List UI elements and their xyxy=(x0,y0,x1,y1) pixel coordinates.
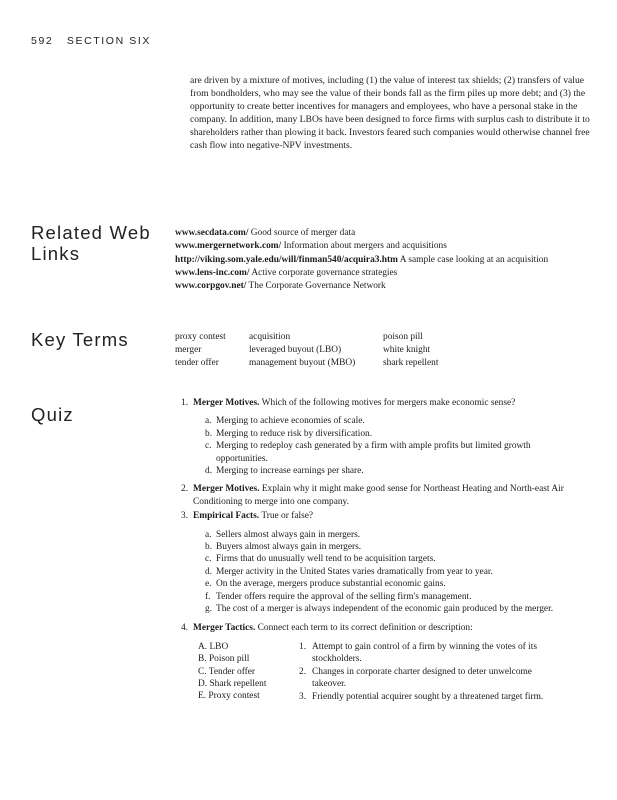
quiz-question-4 xyxy=(175,622,565,634)
match-term: B. Poison pill xyxy=(198,654,250,665)
option-letter: f. xyxy=(205,591,211,602)
link-desc: The Corporate Governance Network xyxy=(248,281,386,292)
question-title: Empirical Facts. xyxy=(193,511,260,522)
link-item xyxy=(175,240,575,253)
question-title: Merger Motives. xyxy=(193,398,260,408)
question-number: 4. xyxy=(181,622,189,633)
term: tender offer xyxy=(175,358,219,369)
option-letter: e. xyxy=(205,579,212,590)
key-terms-title: Key Terms xyxy=(31,329,129,350)
section-label: SECTION SIX xyxy=(66,35,152,47)
related-links-title: Related Web Links xyxy=(31,222,151,264)
question-title: Merger Tactics. xyxy=(193,622,256,633)
definition-number: 1. xyxy=(299,641,307,652)
definition-number: 3. xyxy=(299,691,307,702)
question-1-options xyxy=(175,415,565,477)
link-desc: A sample case looking at an acquisition xyxy=(399,254,549,265)
term: merger xyxy=(175,345,202,356)
question-text: Connect each term to its correct definition or description: xyxy=(257,622,473,633)
related-links-list xyxy=(175,227,575,293)
question-title: Merger Motives. xyxy=(193,484,260,495)
option-text: Merging to achieve economies of scale. xyxy=(216,416,365,427)
match-term: E. Proxy contest xyxy=(198,691,260,702)
definition-text: Friendly potential acquirer sought by a threatened target firm. xyxy=(312,691,544,702)
link-desc: Active corporate governance strategies xyxy=(251,267,398,278)
question-number: 3. xyxy=(181,511,189,522)
definition-text: Changes in corporate charter designed to deter unwelcome takeover. xyxy=(312,666,532,690)
option xyxy=(205,440,565,465)
link-item xyxy=(175,254,575,267)
question-number: 1. xyxy=(181,398,189,408)
definition-number: 2. xyxy=(299,666,307,677)
link-url[interactable]: www.corpgov.net/ xyxy=(175,281,247,292)
match-term: D. Shark repellent xyxy=(198,679,267,690)
question-text: True or false? xyxy=(261,511,314,522)
intro-paragraph xyxy=(190,74,590,152)
option-text: The cost of a merger is always independent of the economic gain produced by the merger. xyxy=(216,604,554,615)
option xyxy=(205,415,565,427)
term: poison pill xyxy=(383,332,423,342)
term: proxy contest xyxy=(175,332,226,342)
option-text: Buyers almost always gain in mergers. xyxy=(216,542,362,553)
option-text: Merging to increase earnings per share. xyxy=(216,466,364,477)
option-letter: a. xyxy=(205,416,212,427)
term: shark repellent xyxy=(383,358,439,369)
quiz-question-3 xyxy=(175,510,565,522)
option-letter: d. xyxy=(205,466,213,477)
option-text: Sellers almost always gain in mergers. xyxy=(216,529,361,540)
link-url[interactable]: www.secdata.com/ xyxy=(175,228,249,238)
quiz-title: Quiz xyxy=(31,404,74,425)
option-text: On the average, mergers produce substantial economic gains. xyxy=(216,579,446,590)
option xyxy=(205,566,565,578)
terms-column xyxy=(249,331,355,371)
question-3-options xyxy=(175,529,565,616)
question-number: 2. xyxy=(181,484,189,495)
terms-column xyxy=(175,331,226,371)
link-desc: Good source of merger data xyxy=(250,228,356,238)
match-definition xyxy=(299,666,561,691)
option xyxy=(205,465,565,477)
option xyxy=(205,553,565,565)
term: leveraged buyout (LBO) xyxy=(249,345,342,356)
quiz-body xyxy=(175,397,565,703)
match-definition xyxy=(299,641,561,666)
option-text: Merging to redeploy cash generated by a firm with ample profits but limited growth opportunities. xyxy=(216,441,531,464)
link-desc: Information about mergers and acquisitions xyxy=(283,241,447,252)
option-letter: b. xyxy=(205,428,213,439)
option-text: Merging to reduce risk by diversification. xyxy=(216,428,373,439)
link-item xyxy=(175,227,575,240)
option-letter: c. xyxy=(205,554,212,565)
match-term: A. LBO xyxy=(198,641,229,652)
matching-exercise xyxy=(175,641,565,703)
question-text: Explain why it might make good sense for Northeast Heating and North-east Air Conditioning to merge into one company. xyxy=(193,484,564,507)
option-text: Tender offers require the approval of the selling firm's management. xyxy=(216,591,472,602)
match-term: C. Tender offer xyxy=(198,666,256,677)
match-terms xyxy=(198,641,298,703)
link-item xyxy=(175,280,575,293)
option xyxy=(205,529,565,541)
option-letter: a. xyxy=(205,529,212,540)
option-text: Merger activity in the United States varies dramatically from year to year. xyxy=(216,566,493,577)
match-definitions xyxy=(299,641,561,703)
link-url[interactable]: www.lens-inc.com/ xyxy=(175,267,250,278)
option-letter: d. xyxy=(205,566,213,577)
option xyxy=(205,591,565,603)
link-url[interactable]: http://viking.som.yale.edu/will/finman540/acquira3.htm xyxy=(175,254,398,265)
running-header xyxy=(31,35,151,47)
option-letter: c. xyxy=(205,441,212,452)
page-number: 592 xyxy=(31,35,54,47)
link-item xyxy=(175,267,575,280)
intro-text: are driven by a mixture of motives, including (1) the value of interest tax shields; (2) transfers of value from bondholders, who may see the value of their bonds fall as the firm piles up more debt; and (3) the opportunity to create better incentives for managers and employees, who have a personal stake in the company. In addition, many LBOs have been designed to force firms with surplus cash to distribute it to shareholders rather than plowing it back. Investors feared such companies would otherwise channel free cash flow into negative-NPV investments. xyxy=(190,75,590,151)
option xyxy=(205,578,565,590)
term: acquisition xyxy=(249,332,291,342)
terms-column xyxy=(383,331,438,371)
term: management buyout (MBO) xyxy=(249,358,356,369)
option-letter: b. xyxy=(205,542,213,553)
option xyxy=(205,603,565,615)
quiz-question-1 xyxy=(175,397,565,409)
definition-text: Attempt to gain control of a firm by winning the votes of its stockholders. xyxy=(312,641,537,665)
option-text: Firms that do unusually well tend to be acquisition targets. xyxy=(216,554,436,565)
quiz-question-2 xyxy=(175,483,565,508)
option-letter: g. xyxy=(205,604,213,615)
term: white knight xyxy=(383,345,431,356)
link-url[interactable]: www.mergernetwork.com/ xyxy=(175,241,282,252)
question-text: Which of the following motives for mergers make economic sense? xyxy=(261,398,516,408)
match-definition xyxy=(299,691,561,703)
option xyxy=(205,428,565,440)
option xyxy=(205,541,565,553)
